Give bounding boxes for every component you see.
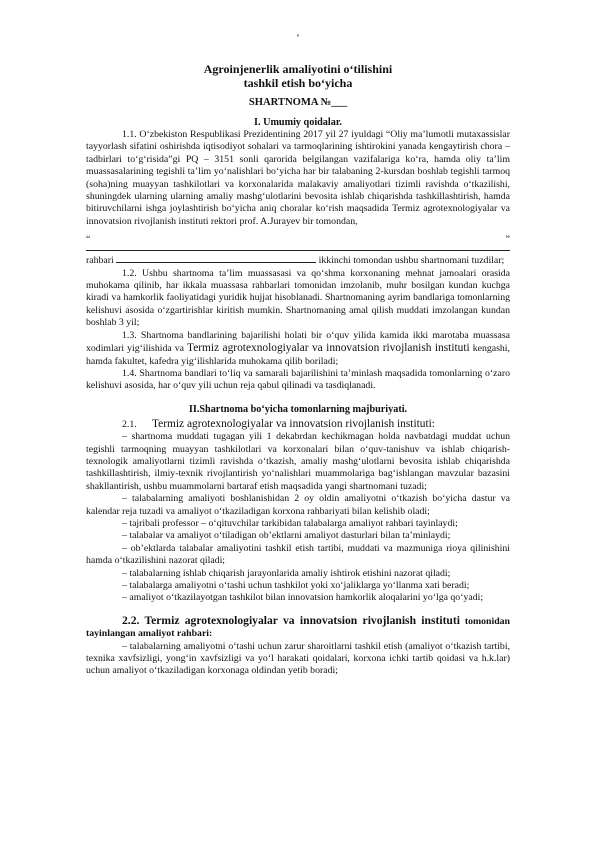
- clause-1-3-institute: Termiz agrotexnologiyalar va innovatsion rivojlanish instituti: [187, 342, 470, 355]
- contract-number-label: SHARTNOMA №___: [248, 97, 348, 108]
- clause-2-1-title: Termiz agrotexnologiyalar va innovatsion rivojlanish instituti:: [152, 417, 435, 430]
- rahbari-tail: ikkinchi tomondan ushbu shartnomani tuzdilar;: [316, 255, 505, 267]
- document-page: [86, 34, 510, 678]
- clause-2-1-number: 2.1.: [122, 418, 137, 430]
- obligation-item: – ob’ektlarda talabalar amaliyotini tashkil etish tartibi, muddati va mazmuniga rioya qilinishini hamda o‘tkazilishini nazorat qiladi;: [86, 542, 510, 567]
- quote-close: ”: [505, 234, 510, 246]
- clause-2-2-title: Termiz agrotexnologiyalar va innovatsion rivojlanish instituti: [139, 613, 460, 627]
- rahbari-name-underline: [116, 253, 316, 263]
- obligation-item: – talabalar va amaliyot o‘tiladigan ob’ektlarni amaliyot dasturlari bilan ta’minlaydi;: [122, 530, 451, 542]
- clause-1-2: 1.2. Ushbu shartnoma ta’lim muassasasi va qo‘shma korxonaning mehnat jamoalari orasida muhokama qilinib, har ikkala muassasa rahbarlari tomonidan imzolanib, muhr bosilgan kundan kuchga kiradi va hamkorlik faoliyatidagi yuridik hujjat hisoblanadi. Shartnomaning ayrim bandlariga tomonlarning kelishuvi asosida o‘zgartirishlar kiritish mumkin. Shartnomaning amal qilish muddati imzolangan kundan boshlab 3 yil;: [86, 267, 510, 329]
- obligation-item: – tajribali professor – o‘qituvchilar tarkibidan talabalarga amaliyot rahbari tayinlaydi;: [122, 517, 458, 529]
- document-title-line-1: Agroinjenerlik amaliyotini o‘tilishini: [203, 62, 393, 76]
- clause-1-3: [86, 330, 510, 368]
- obligation-item: – talabalarning ishlab chiqarish jarayonlarida amaliy ishtirok etishini nazorat qiladi;: [122, 567, 451, 579]
- quote-open: “: [86, 234, 91, 246]
- obligation-item: – talabalarga amaliyotni o‘tashi uchun tashkilot yoki xo‘jaliklarga yo‘llanma xati beradi;: [122, 580, 470, 591]
- section-1-heading: I. Umumiy qoidalar.: [254, 117, 342, 128]
- obligation-item: – shartnoma muddati tugagan yili 1 dekabrdan kechikmagan holda navbatdagi muddat uchun tegishli tarmoqning muayyan tashkilotlari va korxonalari bilan o‘quv-tanishuv va ishlab chiqarish-texnologik amaliyotlarni tizimli ravishda o‘tkazish, amaliy mashg‘ulotlarni bevosita ishlab chiqarishda tashkillashtirish, ilmiy-texnik rivojlantirish yo‘nalishlari muammolariga bag‘ishlangan mavzular bazasini shakllantirish, ushbu muammolarni bartaraf etish maqsadida yangi shartnomani tuzadi;: [86, 431, 510, 492]
- obligation-item: – talabalarning amaliyoti boshlanishidan 2 oy oldin amaliyotni o‘tkazish bo‘yicha dastur va kalendar reja tuzadi va amaliyot o‘tkaziladigan korxona rahbariyati bilan kelishib oladi;: [86, 493, 510, 517]
- clause-2-1-heading: [86, 418, 510, 431]
- header-mark: ‘: [296, 33, 300, 44]
- partner-blank-line: [86, 234, 510, 246]
- section-2-heading: II.Shartnoma bo‘yicha tomonlarning majburiyati.: [188, 403, 408, 415]
- clause-2-2-heading: [86, 615, 510, 641]
- clause-2-2-number: 2.2.: [122, 613, 140, 627]
- clause-2-2-tail: tomonidan tayinlangan amaliyot rahbari:: [86, 615, 511, 640]
- clause-1-3-end: kengashi, hamda fakultet, kafedra yig‘ilishlarida muhokama qilib boriladi;: [86, 343, 510, 367]
- clause-1-4: 1.4. Shartnoma bandlari to‘liq va samarali bajarilishini ta’minlash maqsadida tomonlarning o‘zaro kelishuvi asosida, har o‘quv yili uchun reja qabul qilinadi va tasdiqlanadi.: [86, 367, 510, 392]
- obligation-item: – amaliyot o‘tkazilayotgan tashkilot bilan innovatsion hamkorlik aloqalarini yo‘lga qo‘yadi;: [122, 592, 484, 604]
- partner-name-underline: [86, 246, 510, 251]
- rahbari-label: rahbari: [86, 255, 114, 267]
- rahbari-line: [86, 253, 510, 267]
- obligation-item: – talabalarning amaliyotni o‘tashi uchun zarur sharoitlarni tashkil etish (amaliyot o‘tkazish tartibi, texnika xavfsizligi, yong‘in xavfsizligi va yo‘l harakati qoidalari, korxona ichki tartib qoidasi va h.k.lar) uchun amaliyot o‘tkaziladigan korxonaga oldindan yetib boradi;: [86, 640, 510, 677]
- clause-1-1: 1.1. O‘zbekiston Respublikasi Prezidentining 2017 yil 27 iyuldagi “Oliy ma’lumotli mutaxassislar tayyorlash sifatini oshirishda iqtisodiyot sohalari va tarmoqlarining ishtirokini yanada kengaytirish chora – tadbirlari to‘g‘risida”gi PQ – 3151 sonli qarorida belgilangan vazifalariga ko‘ra, hamda oliy ta’lim muassasalarining tegishli ta’lim yo‘nalishlari bo‘yicha har bir talabaning 2-kursdan boshlab tegishli tarmoq (soha)ning muayyan tashkilotlari va korxonalarida malakaviy amaliyotlari tizimli ravishda o‘tkazilishi, shuningdek ularning ularning amaliy mashg‘ulotlarini bevosita ishlab chiqarishda tashkillashtirish, hamda bitiruvchilarni ishga joylashtirish bo‘yicha aniq choralar ko‘rish maqsadida Termiz agrotexnologiyalar va innovatsion rivojlanish instituti rektori prof. A.Jurayev bir tomondan,: [86, 129, 510, 227]
- clause-1-3-start: 1.3. Shartnoma bandlarining bajarilishi holati bir o‘quv yilida kamida ikki marotaba muassasa xodimlari yig‘ilishida va: [86, 329, 510, 355]
- document-title-line-2: tashkil etish bo‘yicha: [243, 76, 353, 90]
